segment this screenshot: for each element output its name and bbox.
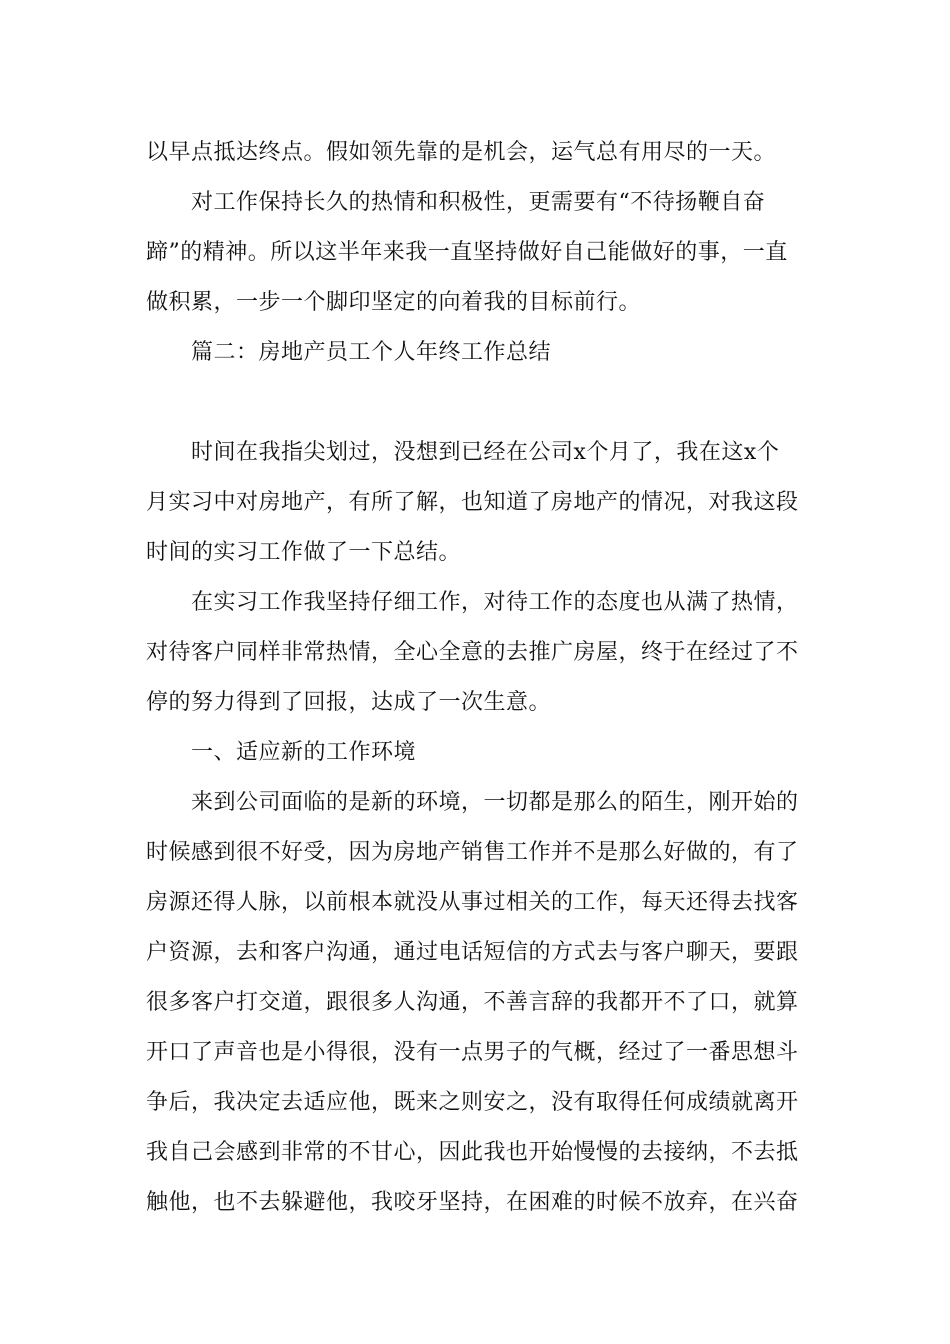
text-line: 我自己会感到非常的不甘心，因此我也开始慢慢的去接纳，不去抵 <box>146 1140 799 1165</box>
document-body <box>146 128 806 1228</box>
paragraph-line: 时间在我指尖划过，没想到已经在公司x个月了，我在这x个 <box>146 440 780 465</box>
text-line: 触他，也不去躲避他，我咬牙坚持，在困难的时候不放弃，在兴奋 <box>146 1190 799 1215</box>
text-line: 蹄”的精神。所以这半年来我一直坚持做好自己能做好的事，一直 <box>146 240 788 265</box>
text-line: 以早点抵达终点。假如领先靠的是机会，运气总有用尽的一天。 <box>146 140 777 165</box>
text-line: 时间的实习工作做了一下总结。 <box>146 540 462 565</box>
subsection-heading: 一、适应新的工作环境 <box>146 740 417 765</box>
text-line: 时候感到很不好受，因为房地产销售工作并不是那么好做的，有了 <box>146 840 799 865</box>
paragraph-line: 在实习工作我坚持仔细工作，对待工作的态度也从满了热情， <box>146 590 799 615</box>
section-heading: 篇二：房地产员工个人年终工作总结 <box>146 340 552 365</box>
paragraph-line: 来到公司面临的是新的环境，一切都是那么的陌生，刚开始的 <box>146 790 799 815</box>
text-line: 开口了声音也是小得很，没有一点男子的气概，经过了一番思想斗 <box>146 1040 799 1065</box>
text-line: 停的努力得到了回报，达成了一次生意。 <box>146 690 552 715</box>
text-line: 月实习中对房地产，有所了解，也知道了房地产的情况，对我这段 <box>146 490 799 515</box>
text-line: 做积累，一步一个脚印坚定的向着我的目标前行。 <box>146 290 642 315</box>
text-line: 房源还得人脉，以前根本就没从事过相关的工作，每天还得去找客 <box>146 890 799 915</box>
text-line: 争后，我决定去适应他，既来之则安之，没有取得任何成绩就离开 <box>146 1090 799 1115</box>
blank-line <box>146 378 806 428</box>
text-line: 户资源，去和客户沟通，通过电话短信的方式去与客户聊天，要跟 <box>146 940 799 965</box>
text-line: 对待客户同样非常热情，全心全意的去推广房屋，终于在经过了不 <box>146 640 799 665</box>
paragraph-line: 对工作保持长久的热情和积极性，更需要有“不待扬鞭自奋 <box>146 190 766 215</box>
text-line: 很多客户打交道，跟很多人沟通，不善言辞的我都开不了口，就算 <box>146 990 799 1015</box>
